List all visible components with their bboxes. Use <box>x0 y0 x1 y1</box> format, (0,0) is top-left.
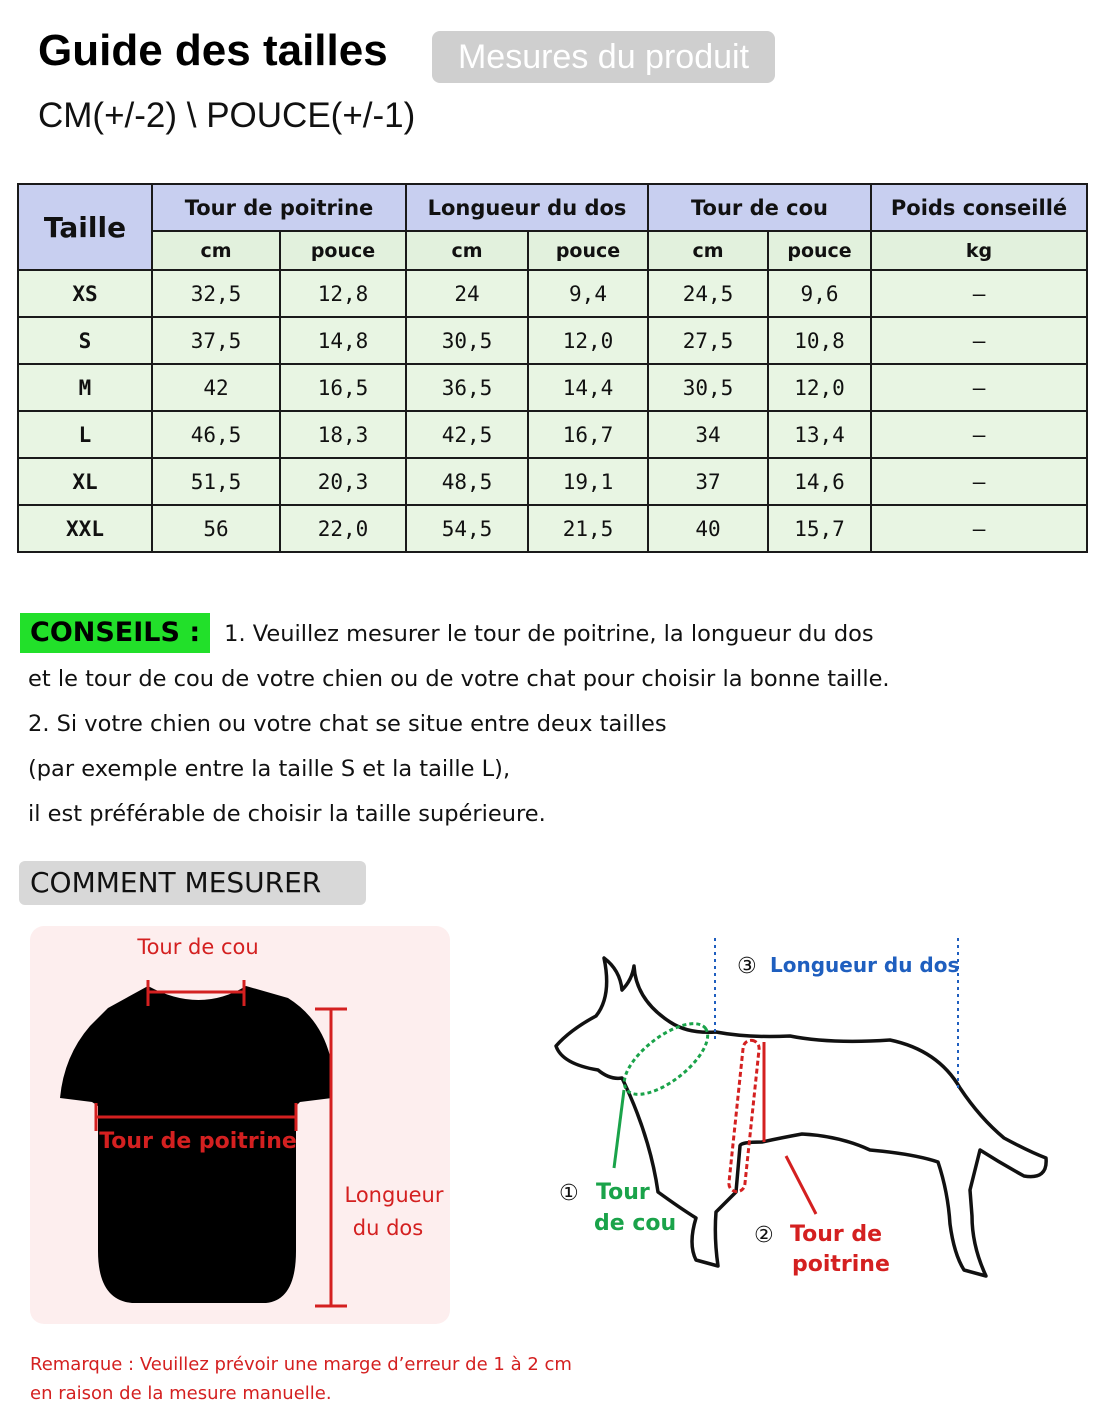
size-value: – <box>871 317 1087 364</box>
size-row <box>18 364 1087 411</box>
back-length-header: Longueur du dos <box>406 184 648 231</box>
unit-header: pouce <box>528 231 648 270</box>
size-value: 56 <box>152 505 280 552</box>
size-value: 32,5 <box>152 270 280 317</box>
size-value: 22,0 <box>280 505 406 552</box>
unit-header: kg <box>871 231 1087 270</box>
size-value: 42,5 <box>406 411 528 458</box>
size-column-header: Taille <box>18 184 152 270</box>
size-value: 18,3 <box>280 411 406 458</box>
dog-chest-label-1: Tour de <box>790 1222 883 1247</box>
unit-header: cm <box>648 231 768 270</box>
unit-header: cm <box>406 231 528 270</box>
size-label: XXL <box>18 505 152 552</box>
size-table <box>17 183 1088 553</box>
size-value: 54,5 <box>406 505 528 552</box>
page-title: Guide des tailles <box>38 26 388 75</box>
dog-diagram <box>540 930 1080 1310</box>
size-value: 30,5 <box>648 364 768 411</box>
note-line: en raison de la mesure manuelle. <box>30 1383 332 1404</box>
tip-line: et le tour de cou de votre chien ou de votre chat pour choisir la bonne taille. <box>28 666 890 692</box>
size-value: 13,4 <box>768 411 871 458</box>
size-value: 27,5 <box>648 317 768 364</box>
size-value: 46,5 <box>152 411 280 458</box>
size-value: 9,6 <box>768 270 871 317</box>
measurement-note <box>30 1350 572 1408</box>
size-value: 21,5 <box>528 505 648 552</box>
size-row <box>18 505 1087 552</box>
chest-number: ② <box>754 1223 774 1248</box>
size-value: 12,8 <box>280 270 406 317</box>
size-value: 37 <box>648 458 768 505</box>
note-line: Remarque : Veuillez prévoir une marge d’erreur de 1 à 2 cm <box>30 1354 572 1375</box>
size-label: L <box>18 411 152 458</box>
size-value: 12,0 <box>528 317 648 364</box>
size-value: 48,5 <box>406 458 528 505</box>
unit-header: pouce <box>280 231 406 270</box>
size-value: 30,5 <box>406 317 528 364</box>
size-label: M <box>18 364 152 411</box>
size-value: 16,7 <box>528 411 648 458</box>
size-value: 37,5 <box>152 317 280 364</box>
tips-label: CONSEILS : <box>20 613 210 653</box>
neck-number: ① <box>559 1181 579 1206</box>
shirt-neck-label: Tour de cou <box>137 935 259 959</box>
unit-header: cm <box>152 231 280 270</box>
shirt-diagram-panel <box>30 926 450 1324</box>
size-value: 14,8 <box>280 317 406 364</box>
neck-header: Tour de cou <box>648 184 871 231</box>
tip-line: il est préférable de choisir la taille supérieure. <box>28 801 546 827</box>
size-label: S <box>18 317 152 364</box>
size-value: – <box>871 364 1087 411</box>
size-value: – <box>871 270 1087 317</box>
size-rows <box>18 270 1087 552</box>
size-value: 19,1 <box>528 458 648 505</box>
size-label: XL <box>18 458 152 505</box>
size-value: – <box>871 458 1087 505</box>
tips-block <box>28 612 1078 837</box>
shirt-diagram <box>30 926 450 1324</box>
size-row <box>18 458 1087 505</box>
size-value: 42 <box>152 364 280 411</box>
size-value: 15,7 <box>768 505 871 552</box>
back-length-number: ③ <box>737 954 757 979</box>
size-value: – <box>871 411 1087 458</box>
size-value: 10,8 <box>768 317 871 364</box>
dog-back-length-label: Longueur du dos <box>770 953 960 977</box>
size-value: 14,4 <box>528 364 648 411</box>
size-value: 36,5 <box>406 364 528 411</box>
shirt-chest-label: Tour de poitrine <box>99 1129 297 1154</box>
tip-line: 2. Si votre chien ou votre chat se situe entre deux tailles <box>28 711 667 737</box>
size-row <box>18 270 1087 317</box>
size-value: 34 <box>648 411 768 458</box>
size-value: 9,4 <box>528 270 648 317</box>
unit-header: pouce <box>768 231 871 270</box>
shirt-length-label-2: du dos <box>352 1216 424 1240</box>
tip-line: (par exemple entre la taille S et la taille L), <box>28 756 511 782</box>
chest-header: Tour de poitrine <box>152 184 406 231</box>
product-measurements-badge: Mesures du produit <box>432 31 775 83</box>
dog-chest-label-2: poitrine <box>792 1252 890 1277</box>
size-value: 20,3 <box>280 458 406 505</box>
units-tolerance: CM(+/-2) \ POUCE(+/-1) <box>38 96 416 135</box>
size-value: 14,6 <box>768 458 871 505</box>
tip-line: 1. Veuillez mesurer le tour de poitrine, la longueur du dos <box>224 621 874 647</box>
size-value: – <box>871 505 1087 552</box>
size-value: 51,5 <box>152 458 280 505</box>
shirt-length-label-1: Longueur <box>344 1183 444 1207</box>
size-row <box>18 317 1087 364</box>
size-value: 12,0 <box>768 364 871 411</box>
dog-neck-label-2: de cou <box>594 1211 677 1236</box>
size-value: 24 <box>406 270 528 317</box>
weight-header: Poids conseillé <box>871 184 1087 231</box>
size-value: 24,5 <box>648 270 768 317</box>
size-row <box>18 411 1087 458</box>
size-label: XS <box>18 270 152 317</box>
dog-neck-label-1: Tour <box>596 1180 650 1205</box>
how-to-measure-heading: COMMENT MESURER <box>19 861 366 905</box>
size-value: 16,5 <box>280 364 406 411</box>
size-value: 40 <box>648 505 768 552</box>
